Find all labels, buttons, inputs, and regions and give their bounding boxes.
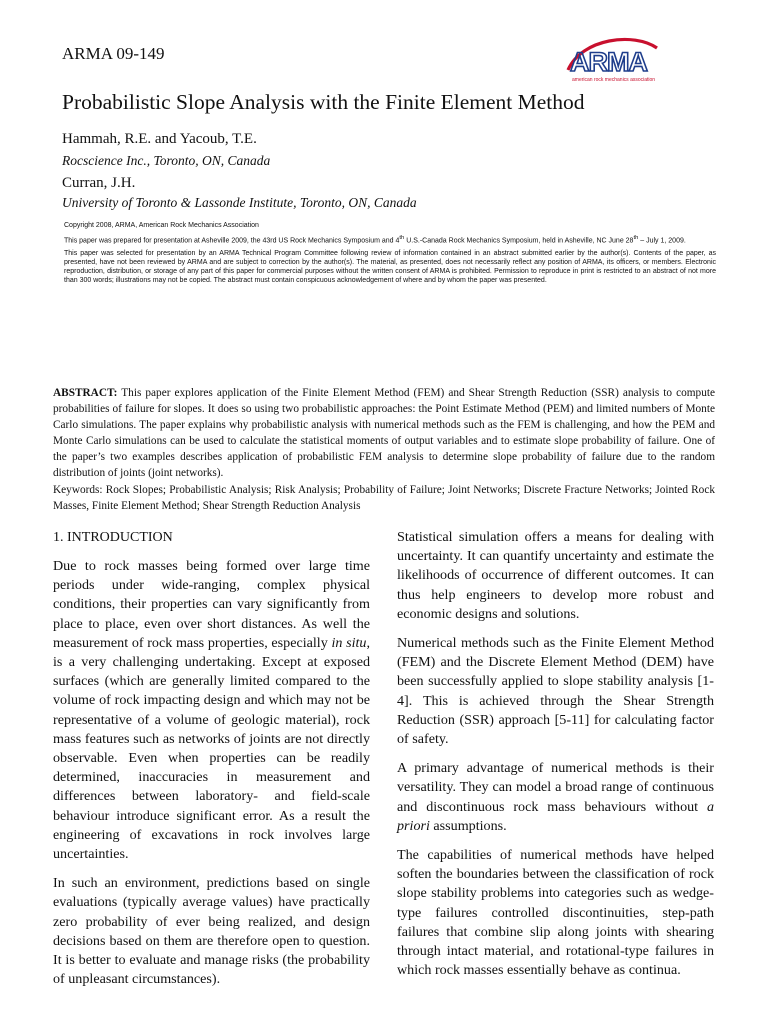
paragraph: In such an environment, predictions based on single evaluations (typically average values) have practically zero probability of ever being realized, and design decisions based on them are therefore open to question. It is better to evaluate and manage risks (the probability of unpleasant circumstances). [53,875,370,988]
author-names: Curran, J.H. [62,175,136,191]
paragraph: Numerical methods such as the Finite Element Method (FEM) and the Discrete Element Method (DEM) have been successfully applied to slope stability analysis [1-4]. This is achieved through the Shear Strength Reduction (SSR) approach [5-11] for calculating factor of safety. [397,635,714,748]
author-affiliation: University of Toronto & Lassonde Institute, Toronto, ON, Canada [62,195,417,210]
section-heading: 1. INTRODUCTION [53,530,173,545]
body-left-column [53,528,370,999]
paper-title: Probabilistic Slope Analysis with the Finite Element Method [62,90,585,114]
abstract [53,385,715,481]
arma-logo [560,36,660,86]
author-names: Hammah, R.E. and Yacoub, T.E. [62,131,257,147]
paragraph: Statistical simulation offers a means for dealing with uncertainty. It can quantify uncertainty and estimate the likelihoods of occurrence of different outcomes. It can thus help engineers to develop more robust and economic designs and solutions. [397,529,714,622]
logo-caption: american rock mechanics association [572,77,656,83]
body-right-column [397,528,714,990]
paragraph: The capabilities of numerical methods have helped soften the boundaries between the classification of rock slope stability problems into categories such as wedge-type failures controlled discontinuities, step-path failures that combine slip along joints with shearing through intact material, and rotational-type failures in which rock masses essentially behave as continua. [397,847,714,979]
keywords: Keywords: Rock Slopes; Probabilistic Analysis; Risk Analysis; Probability of Failure; Joint Networks; Discrete Fracture Networks; Jointed Rock Masses, Finite Element Method; Shear Strength Reduction Analysis [53,484,715,512]
logo-text: ARMA [570,47,647,77]
copyright-line: Copyright 2008, ARMA, American Rock Mechanics Association [64,222,259,229]
paragraph: Due to rock masses being formed over large time periods under wide-ranging, complex physical conditions, their properties can vary significantly from place to place, even over short distances. As well the measurement of rock mass properties, especially in situ, is a very challenging undertaking. Except at exposed surfaces (which are generally limited compared to the volume of rock impacting design and which may not be representative of a volume of geologic material), rock mass features such as networks of joints are not directly observable. Even when properties can be readily determined, inaccuracies in measurement and differences between laboratory- and field-scale behaviour introduce significant error. As a result the engineering of excavations in rock involves large uncertainties. [53,558,370,863]
review-disclaimer: This paper was selected for presentation by an ARMA Technical Program Committee following review of information contained in an abstract submitted earlier by the author(s). Contents of the paper, as presented, have not been reviewed by ARMA and are subject to correction by the author(s). The material, as presented, does not necessarily reflect any position of ARMA, its officers, or members. Electronic reproduction, distribution, or storage of any part of this paper for commercial purposes without the written consent of ARMA is prohibited. Permission to reproduce in print is restricted to an abstract of not more than 300 words; illustrations may not be copied. The abstract must contain conspicuous acknowledgement of where and by whom the paper was presented. [64,250,716,285]
author-affiliation: Rocscience Inc., Toronto, ON, Canada [62,153,271,168]
paragraph: A primary advantage of numerical methods is their versatility. They can model a broad range of continuous and discontinuous rock mass behaviours without a priori assumptions. [397,760,714,834]
abstract-label: ABSTRACT: [53,387,118,399]
copyright-notice [64,221,716,289]
abstract-text: This paper explores application of the Finite Element Method (FEM) and Shear Strength Reduction (SSR) analysis to compute probabilities of failure for slopes. It does so using two probabilistic approaches: the Point Estimate Method (PEM) and limited numbers of Monte Carlo simulations. The paper explains why probabilistic analysis with numerical methods such as the FEM is challenging, and how the PEM and Monte Carlo simulations can be used to calculate the statistical moments of output variables and to estimate slope probability of failure. One of the paper’s two examples describes application of probabilistic FEM analysis to determine slope probability of failure due to the random distribution of joints (joint networks). [53,387,715,479]
paper-id: ARMA 09-149 [62,44,165,63]
presentation-notice: This paper was prepared for presentation at Asheville 2009, the 43rd US Rock Mechanics Symposium and 4th U.S.-Canada Rock Mechanics Symposium, held in Asheville, NC June 28th – July 1, 2009. [64,235,686,245]
